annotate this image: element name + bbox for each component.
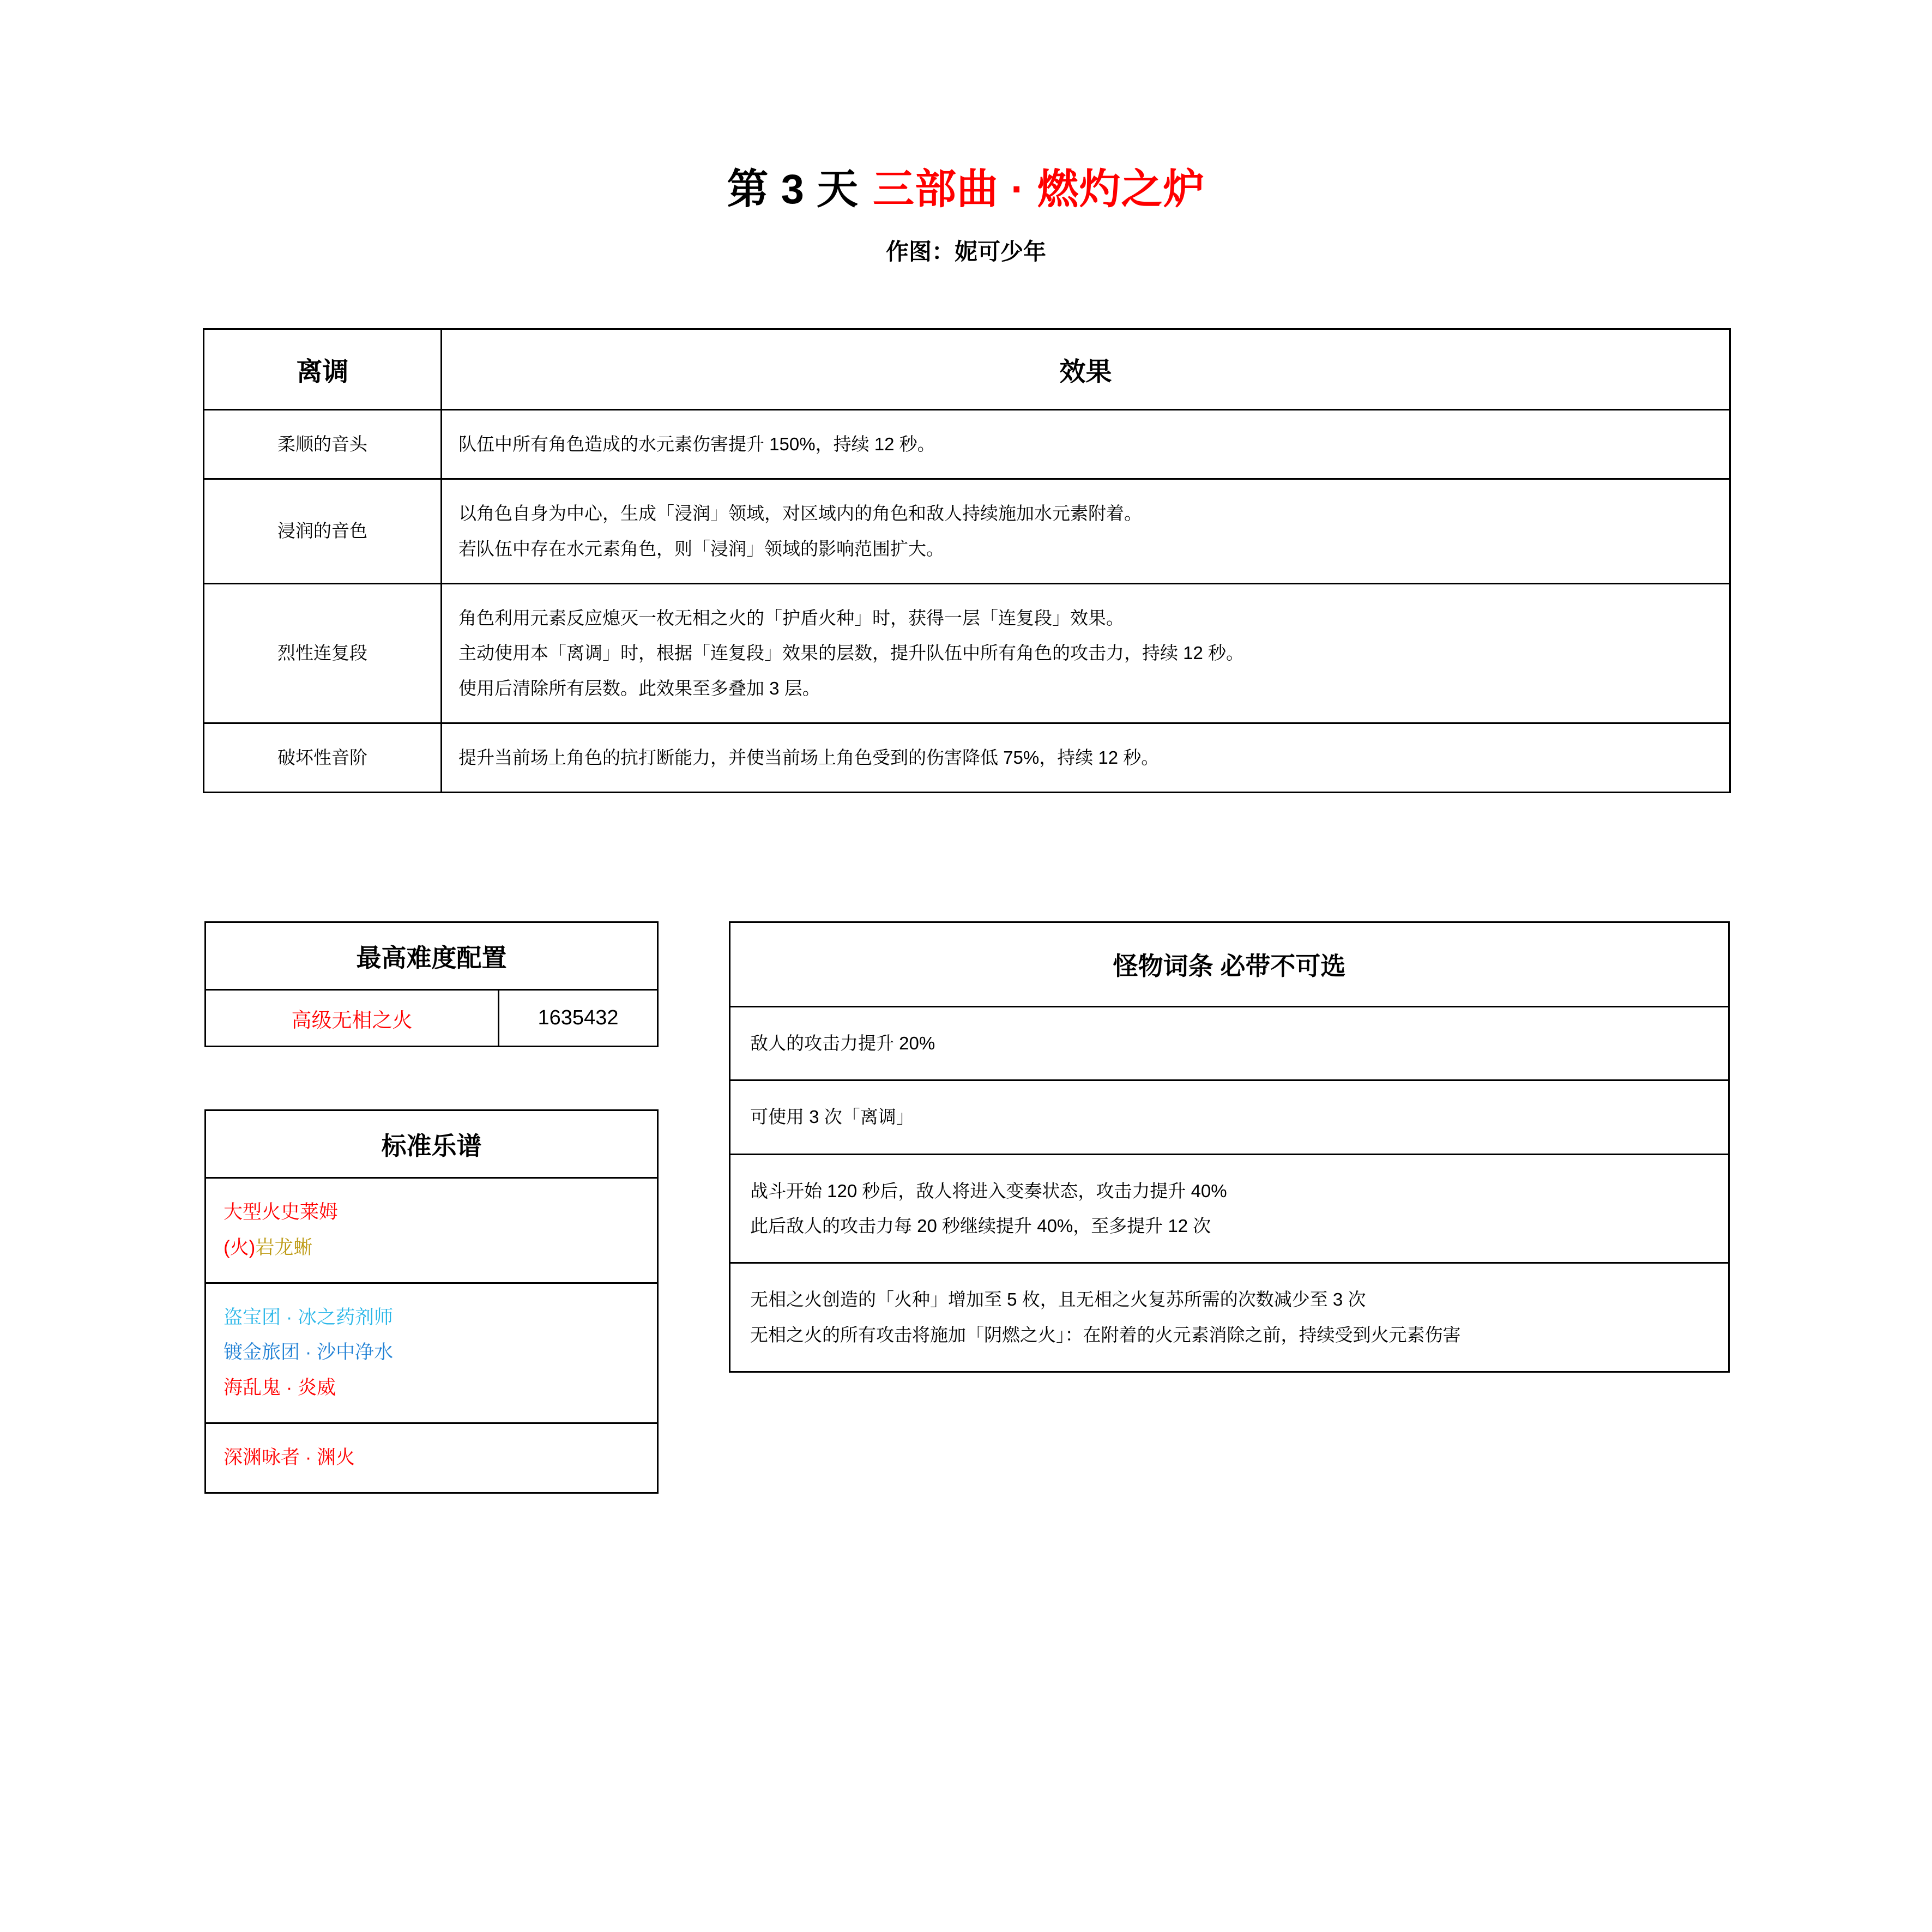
score-wave-cell bbox=[206, 1423, 658, 1493]
enemy-entry bbox=[224, 1230, 643, 1266]
enemy-name-segment: 海乱鬼 · 炎威 bbox=[224, 1377, 336, 1398]
lidiao-effect-cell bbox=[442, 584, 1730, 723]
page-subtitle: 作图：妮可少年 bbox=[885, 239, 1046, 264]
enemy-name-segment: 岩龙蜥 bbox=[255, 1236, 313, 1258]
effect-line: 以角色自身为中心，生成「浸润」领域，对区域内的角色和敌人持续施加水元素附着。 bbox=[458, 503, 1142, 524]
table-row bbox=[204, 410, 1730, 479]
table-row bbox=[206, 990, 658, 1047]
lidiao-name-cell: 破坏性音阶 bbox=[204, 723, 442, 793]
column-header-effect: 效果 bbox=[442, 329, 1730, 410]
title-main-text: 三部曲 · 燃灼之炉 bbox=[872, 166, 1205, 213]
modifier-line: 战斗开始 120 秒后，敌人将进入变奏状态，攻击力提升 40% bbox=[750, 1180, 1227, 1201]
max-difficulty-title: 最高难度配置 bbox=[206, 922, 658, 990]
enemy-name-segment: 大型火史莱姆 bbox=[224, 1202, 339, 1223]
table-header-row bbox=[204, 329, 1730, 410]
enemy-entry bbox=[224, 1335, 643, 1370]
effect-line: 队伍中所有角色造成的水元素伤害提升 150%，持续 12 秒。 bbox=[458, 434, 935, 454]
standard-score-title: 标准乐谱 bbox=[206, 1110, 658, 1178]
lidiao-effects-table bbox=[203, 328, 1731, 793]
monster-modifier-cell bbox=[730, 1263, 1729, 1372]
table-row bbox=[730, 1154, 1729, 1263]
effect-line: 提升当前场上角色的抗打断能力，并使当前场上角色受到的伤害降低 75%，持续 12 秒。 bbox=[458, 747, 1160, 768]
score-wave-cell bbox=[206, 1283, 658, 1423]
monster-modifier-cell bbox=[730, 1154, 1729, 1263]
enemy-name-segment: 深渊咏者 · 渊火 bbox=[224, 1446, 355, 1468]
effect-line: 主动使用本「离调」时，根据「连复段」效果的层数，提升队伍中所有角色的攻击力，持续 12 秒。 bbox=[458, 643, 1245, 663]
lidiao-effect-cell bbox=[442, 723, 1730, 793]
lidiao-name-cell: 浸润的音色 bbox=[204, 479, 442, 584]
modifier-line: 无相之火的所有攻击将施加「阴燃之火」：在附着的火元素消除之前，持续受到火元素伤害 bbox=[750, 1324, 1461, 1345]
table-row bbox=[206, 1283, 658, 1423]
monster-modifier-title: 怪物词条 必带不可选 bbox=[730, 922, 1729, 1007]
enemy-entry bbox=[224, 1195, 643, 1230]
table-header-row bbox=[206, 922, 658, 990]
difficulty-enemy-name: 高级无相之火 bbox=[206, 990, 499, 1047]
table-row bbox=[204, 584, 1730, 723]
table-row bbox=[206, 1423, 658, 1493]
table-header-row bbox=[730, 922, 1729, 1007]
table-row bbox=[730, 1080, 1729, 1154]
enemy-entry bbox=[224, 1300, 643, 1336]
effect-line: 使用后清除所有层数。此效果至多叠加 3 层。 bbox=[458, 678, 820, 698]
enemy-name-segment: 盗宝团 · 冰之药剂师 bbox=[224, 1306, 394, 1328]
title-day-prefix: 第 3 天 bbox=[727, 166, 859, 213]
max-difficulty-table bbox=[204, 921, 659, 1047]
effect-line: 若队伍中存在水元素角色，则「浸润」领域的影响范围扩大。 bbox=[458, 538, 944, 559]
table-row bbox=[730, 1007, 1729, 1080]
effect-line: 角色利用元素反应熄灭一枚无相之火的「护盾火种」时，获得一层「连复段」效果。 bbox=[458, 608, 1124, 629]
enemy-name-segment: 镀金旅团 · 沙中净水 bbox=[224, 1342, 394, 1363]
lidiao-name-cell: 烈性连复段 bbox=[204, 584, 442, 723]
enemy-entry bbox=[224, 1440, 643, 1476]
modifier-line: 可使用 3 次「离调」 bbox=[750, 1107, 914, 1127]
enemy-name-segment: (火) bbox=[224, 1236, 256, 1258]
enemy-entry bbox=[224, 1370, 643, 1406]
monster-modifier-cell bbox=[730, 1007, 1729, 1080]
score-wave-cell bbox=[206, 1178, 658, 1283]
lidiao-name-cell: 柔顺的音头 bbox=[204, 410, 442, 479]
monster-modifier-cell bbox=[730, 1080, 1729, 1154]
lidiao-effect-cell bbox=[442, 410, 1730, 479]
difficulty-score-value: 1635432 bbox=[499, 990, 658, 1047]
monster-modifier-table bbox=[729, 921, 1730, 1373]
standard-score-table bbox=[204, 1109, 659, 1494]
lidiao-effect-cell bbox=[442, 479, 1730, 584]
title-block bbox=[0, 164, 1932, 267]
table-header-row bbox=[206, 1110, 658, 1178]
table-row bbox=[206, 1178, 658, 1283]
modifier-line: 敌人的攻击力提升 20% bbox=[750, 1033, 935, 1053]
modifier-line: 此后敌人的攻击力每 20 秒继续提升 40%，至多提升 12 次 bbox=[750, 1216, 1211, 1236]
table-row bbox=[730, 1263, 1729, 1372]
table-row bbox=[204, 723, 1730, 793]
column-header-lidiao: 离调 bbox=[204, 329, 442, 410]
page-title bbox=[0, 164, 1932, 215]
modifier-line: 无相之火创造的「火种」增加至 5 枚，且无相之火复苏所需的次数减少至 3 次 bbox=[750, 1289, 1366, 1310]
table-row bbox=[204, 479, 1730, 584]
